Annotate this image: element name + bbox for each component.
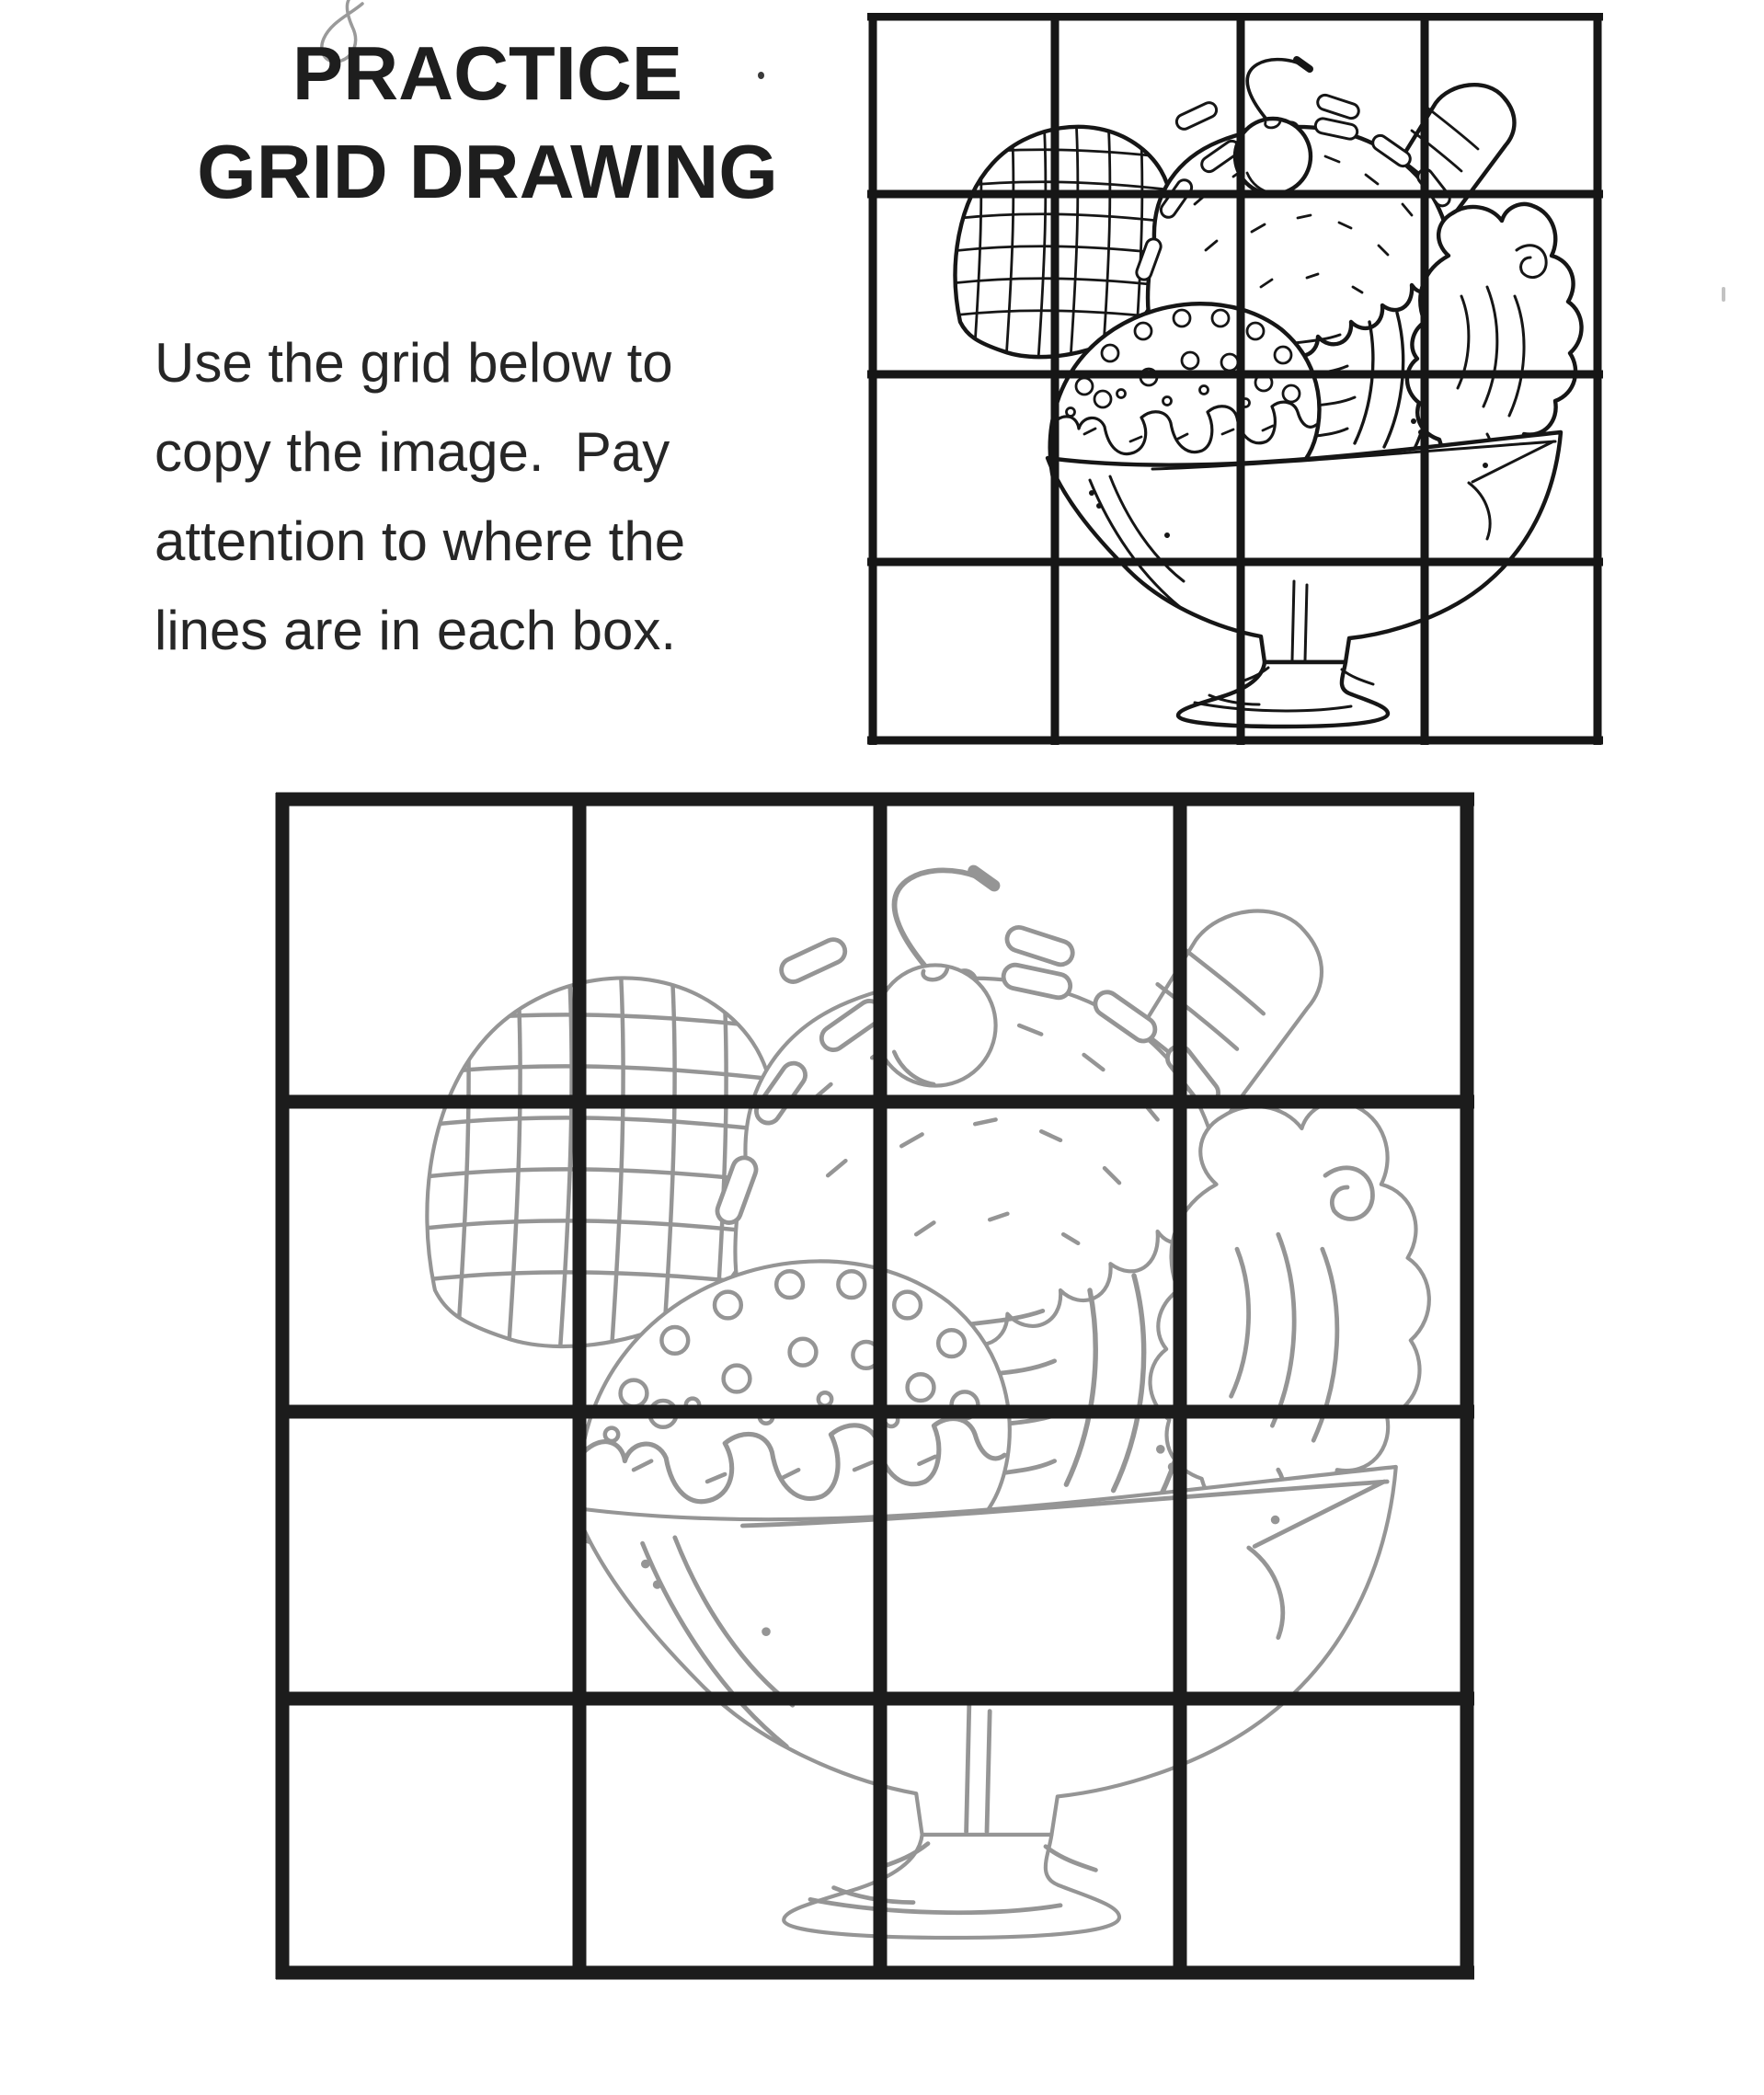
reference-grid <box>867 13 1603 749</box>
pencil-sundae-drawing <box>398 870 1429 1938</box>
instruction-line: copy the image. Pay <box>155 421 670 483</box>
page-title-line-1: PRACTICE <box>292 30 683 116</box>
reference-sundae-drawing <box>937 60 1582 727</box>
page-title <box>101 24 874 221</box>
instruction-line: Use the grid below to <box>155 332 673 394</box>
page-edge-mark <box>1722 287 1725 302</box>
instruction-line: attention to where the <box>155 510 686 572</box>
instruction-text <box>155 318 835 675</box>
page-title-line-2: GRID DRAWING <box>197 129 778 214</box>
ink-speck <box>758 72 764 79</box>
instruction-line: lines are in each box. <box>155 600 677 661</box>
practice-grid <box>274 788 1479 1984</box>
